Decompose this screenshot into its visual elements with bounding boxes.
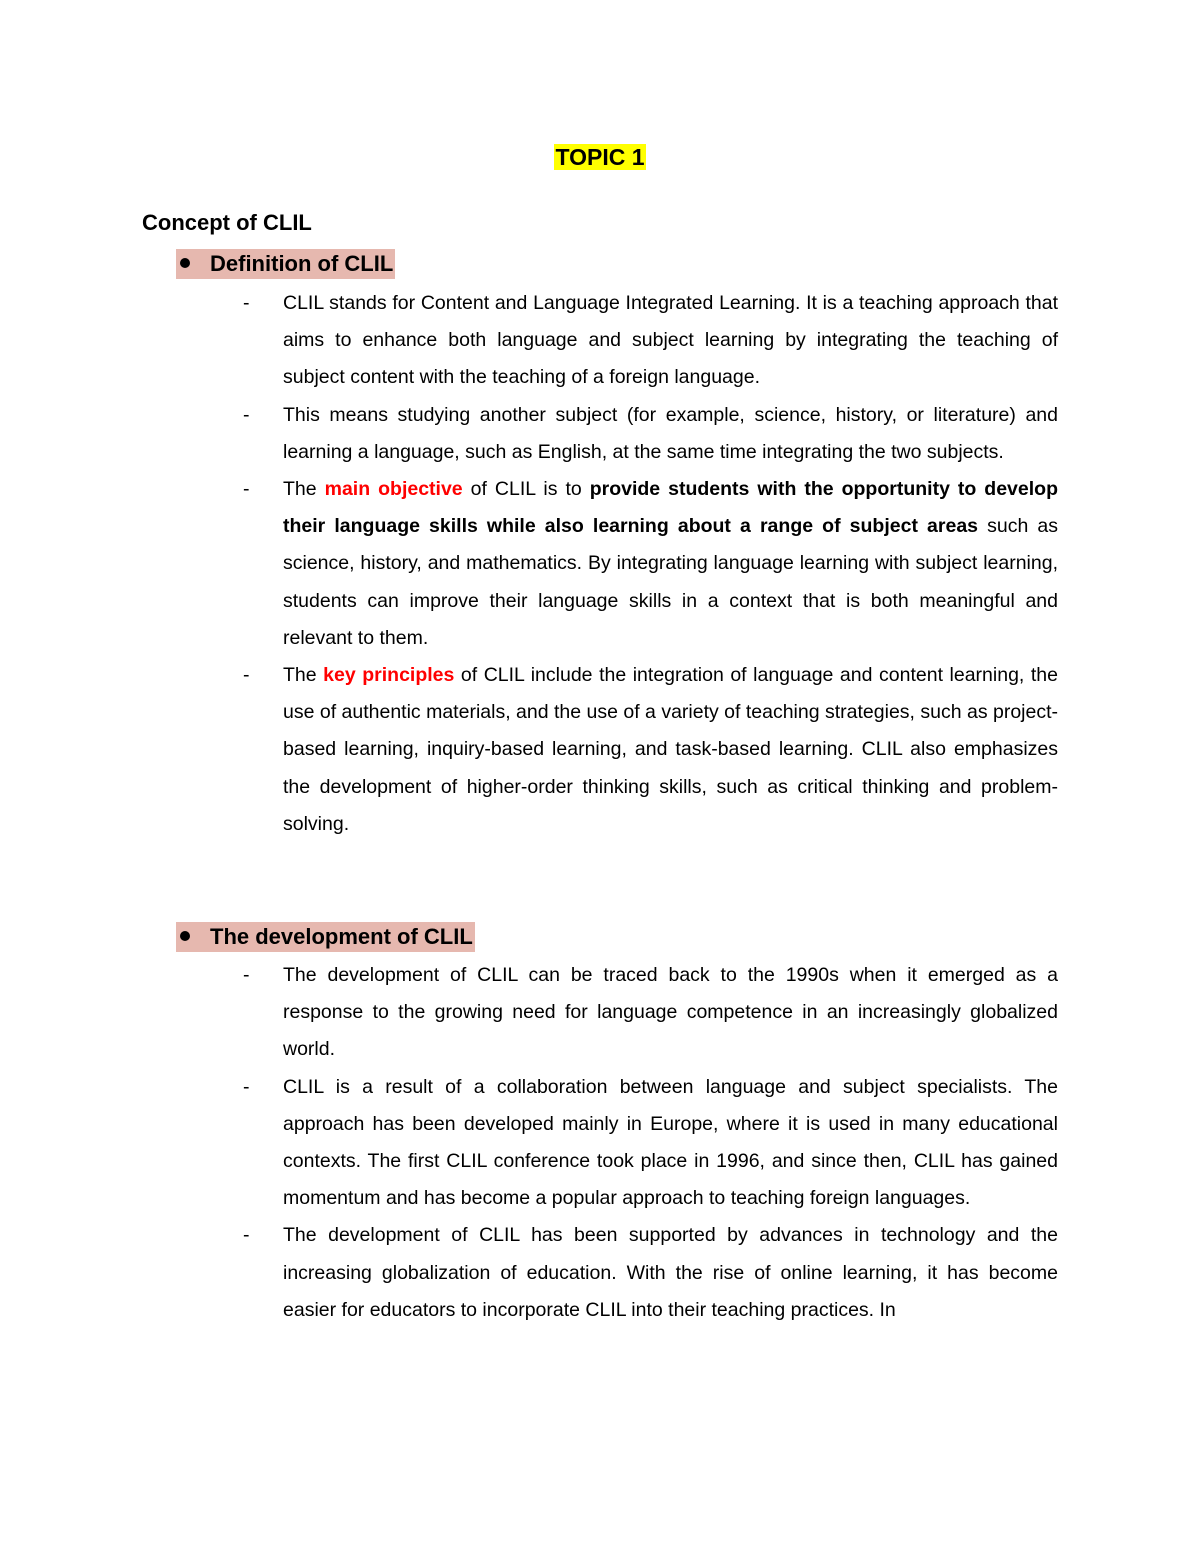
- definition-list: [243, 285, 1058, 843]
- objective-bold-text: provide students with the opportunity to develop their language skills while also learning about a range of subject areas: [283, 478, 1058, 538]
- list-item: - CLIL is a result of a collaboration between language and subject specialists. The approach has been developed mainly in Europe, where it is used in many educational contexts. The first CLIL conference took place in 1996, and since then, CLIL has gained momentum and has become a popular approach to teaching foreign languages.: [243, 1075, 1058, 1210]
- bullet-icon: [180, 258, 190, 268]
- main-objective-term: main objective: [324, 478, 463, 501]
- list-item: - CLIL stands for Content and Language Integrated Learning. It is a teaching approach that aims to enhance both language and subject learning by integrating the teaching of subject content with the teaching of a foreign language.: [243, 292, 1058, 389]
- development-list: [243, 957, 1058, 1329]
- concept-heading: Concept of CLIL: [142, 210, 312, 235]
- key-principles-term: key principles: [323, 664, 455, 687]
- section-heading-definition: Definition of CLIL: [176, 249, 395, 279]
- list-item: - The key principles of CLIL include the integration of language and content learning, the use of authentic materials, and the use of a variety of teaching strategies, such as project-based learning, inquiry-based learning, and task-based learning. CLIL also emphasizes the development of higher-order thinking skills, such as critical thinking and problem-solving.: [243, 664, 1059, 835]
- list-item: - The development of CLIL can be traced back to the 1990s when it emerged as a response to the growing need for language competence in an increasingly globalized world.: [243, 964, 1058, 1061]
- page-title: TOPIC 1: [555, 144, 645, 170]
- list-item: - The main objective of CLIL is to provide students with the opportunity to develop their language skills while also learning about a range of subject areas such as science, history, and mathematics. By integrating language learning with subject learning, students can improve their language skills in a context that is both meaningful and relevant to them.: [243, 478, 1058, 649]
- list-item: - This means studying another subject (for example, science, history, or literature) and learning a language, such as English, at the same time integrating the two subjects.: [243, 403, 1058, 463]
- section-heading-development: The development of CLIL: [176, 922, 475, 952]
- list-item: - The development of CLIL has been supported by advances in technology and the increasing globalization of education. With the rise of online learning, it has become easier for educators to incorporate CLIL into their teaching practices. In: [243, 1224, 1058, 1321]
- bullet-icon: [180, 931, 190, 941]
